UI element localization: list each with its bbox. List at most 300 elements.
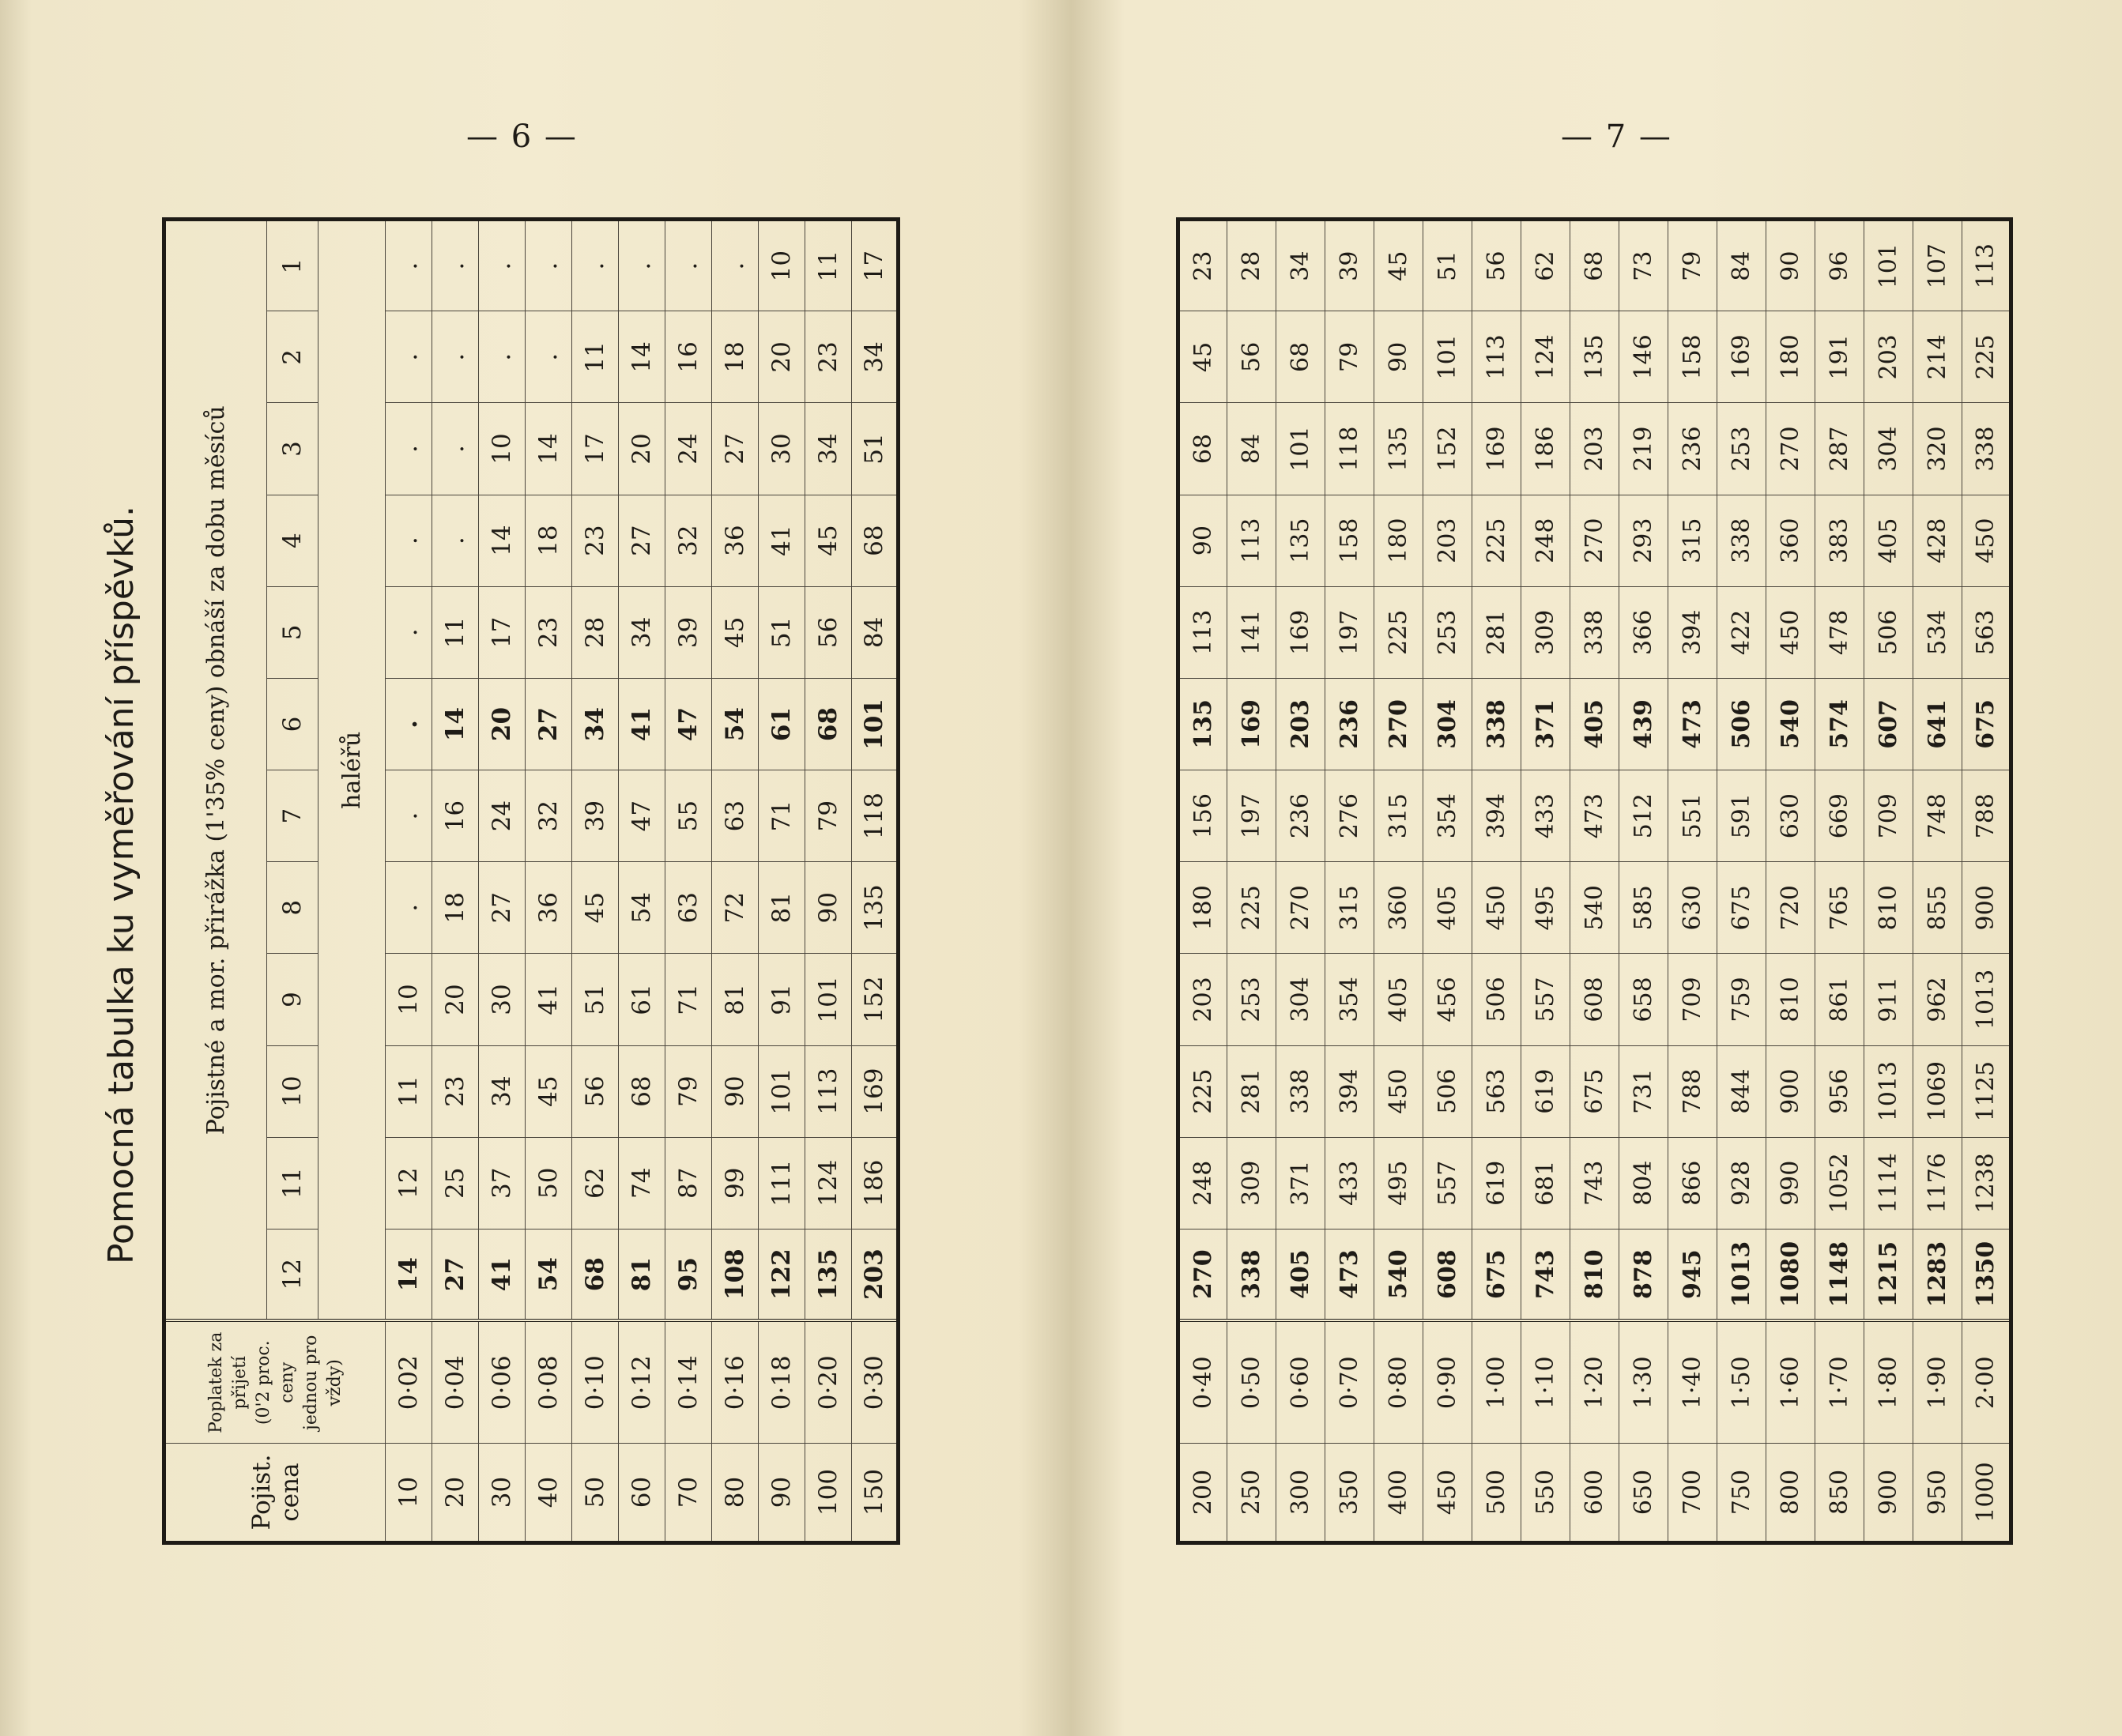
month-value-cell: 281	[1227, 1045, 1276, 1137]
month-value-cell: 1148	[1815, 1229, 1864, 1320]
month-value-cell: 96	[1815, 220, 1864, 311]
month-value-cell: 675	[1472, 1229, 1521, 1320]
month-value-cell: 675	[1962, 678, 2011, 770]
month-value-cell: 81	[712, 954, 759, 1045]
month-value-cell: 169	[1717, 311, 1766, 403]
table-row	[1374, 220, 1423, 1543]
header-month-cell: 12	[267, 1229, 318, 1320]
month-value-cell: 23	[805, 311, 852, 403]
month-value-cell: 16	[432, 770, 479, 862]
month-value-cell: .	[479, 311, 526, 403]
month-value-cell: 214	[1913, 311, 1962, 403]
table-row	[665, 220, 712, 1543]
header-month-cell: 6	[267, 678, 318, 770]
month-value-cell: 804	[1619, 1137, 1668, 1229]
month-value-cell: 79	[1325, 311, 1374, 403]
month-value-cell: 197	[1227, 770, 1276, 862]
month-value-cell: 371	[1276, 1137, 1325, 1229]
month-value-cell: 619	[1472, 1137, 1521, 1229]
month-value-cell: 630	[1668, 862, 1717, 954]
month-value-cell: 41	[619, 678, 665, 770]
price-cell: 750	[1717, 1444, 1766, 1543]
month-value-cell: 478	[1815, 586, 1864, 678]
month-value-cell: 709	[1668, 954, 1717, 1045]
month-value-cell: 1013	[1962, 954, 2011, 1045]
month-value-cell: 225	[1472, 495, 1521, 586]
fee-cell: 0·30	[852, 1321, 899, 1444]
table-row	[619, 220, 665, 1543]
month-value-cell: 118	[852, 770, 899, 862]
price-cell: 350	[1325, 1444, 1374, 1543]
month-value-cell: 122	[759, 1229, 805, 1320]
month-value-cell: 27	[526, 678, 572, 770]
month-value-cell: 439	[1619, 678, 1668, 770]
month-value-cell: 158	[1668, 311, 1717, 403]
month-value-cell: 45	[712, 586, 759, 678]
month-value-cell: 911	[1864, 954, 1913, 1045]
month-value-cell: 20	[619, 403, 665, 495]
month-value-cell: .	[479, 220, 526, 311]
month-value-cell: 236	[1325, 678, 1374, 770]
table-row	[1178, 220, 1227, 1543]
table-row	[1913, 220, 1962, 1543]
fee-cell: 1·20	[1570, 1321, 1619, 1444]
table-row	[1521, 220, 1570, 1543]
month-value-cell: .	[526, 311, 572, 403]
right-table-wrapper	[1176, 217, 2013, 1545]
month-value-cell: .	[712, 220, 759, 311]
price-cell: 800	[1766, 1444, 1815, 1543]
month-value-cell: 95	[665, 1229, 712, 1320]
month-value-cell: 540	[1374, 1229, 1423, 1320]
price-cell: 900	[1864, 1444, 1913, 1543]
month-value-cell: 45	[1374, 220, 1423, 311]
header-fee-line: Poplatek za přijetí	[205, 1331, 250, 1433]
price-cell: 30	[479, 1444, 526, 1543]
month-value-cell: 1283	[1913, 1229, 1962, 1320]
month-value-cell: 405	[1276, 1229, 1325, 1320]
header-fee-line: (0'2 proc. ceny	[253, 1340, 297, 1425]
fee-cell: 0·90	[1423, 1321, 1472, 1444]
month-value-cell: 45	[572, 862, 619, 954]
month-value-cell: 51	[572, 954, 619, 1045]
table-row	[1276, 220, 1325, 1543]
month-value-cell: 90	[1178, 495, 1227, 586]
month-value-cell: 788	[1962, 770, 2011, 862]
fee-cell: 0·14	[665, 1321, 712, 1444]
month-value-cell: 619	[1521, 1045, 1570, 1137]
month-value-cell: 203	[1570, 403, 1619, 495]
table-row	[572, 220, 619, 1543]
month-value-cell: .	[386, 403, 432, 495]
month-value-cell: 152	[852, 954, 899, 1045]
month-value-cell: 47	[665, 678, 712, 770]
month-value-cell: 41	[479, 1229, 526, 1320]
month-value-cell: 90	[805, 862, 852, 954]
table-row	[1472, 220, 1521, 1543]
month-value-cell: 928	[1717, 1137, 1766, 1229]
month-value-cell: 1052	[1815, 1137, 1864, 1229]
month-value-cell: 720	[1766, 862, 1815, 954]
header-month-cell: 8	[267, 862, 318, 954]
month-value-cell: 608	[1570, 954, 1619, 1045]
price-cell: 450	[1423, 1444, 1472, 1543]
month-value-cell: 45	[1178, 311, 1227, 403]
table-row	[759, 220, 805, 1543]
month-value-cell: 27	[619, 495, 665, 586]
month-value-cell: 16	[665, 311, 712, 403]
month-value-cell: 186	[1521, 403, 1570, 495]
price-cell: 950	[1913, 1444, 1962, 1543]
month-value-cell: 225	[1374, 586, 1423, 678]
month-value-cell: .	[386, 586, 432, 678]
month-value-cell: 51	[759, 586, 805, 678]
month-value-cell: 900	[1766, 1045, 1815, 1137]
fee-cell: 0·50	[1227, 1321, 1276, 1444]
table-row	[1325, 220, 1374, 1543]
month-value-cell: 17	[479, 586, 526, 678]
month-value-cell: 113	[805, 1045, 852, 1137]
month-value-cell: 28	[1227, 220, 1276, 311]
month-value-cell: 681	[1521, 1137, 1570, 1229]
month-value-cell: 107	[1913, 220, 1962, 311]
month-value-cell: 990	[1766, 1137, 1815, 1229]
month-value-cell: 39	[1325, 220, 1374, 311]
month-value-cell: 68	[852, 495, 899, 586]
month-value-cell: 450	[1962, 495, 2011, 586]
month-value-cell: 23	[1178, 220, 1227, 311]
price-cell: 650	[1619, 1444, 1668, 1543]
month-value-cell: 68	[805, 678, 852, 770]
month-value-cell: 27	[479, 862, 526, 954]
month-value-cell: 1013	[1717, 1229, 1766, 1320]
month-value-cell: 54	[526, 1229, 572, 1320]
month-value-cell: 61	[619, 954, 665, 1045]
month-value-cell: 765	[1815, 862, 1864, 954]
month-value-cell: 641	[1913, 678, 1962, 770]
month-value-cell: 354	[1325, 954, 1374, 1045]
month-value-cell: .	[386, 862, 432, 954]
month-value-cell: 141	[1227, 586, 1276, 678]
fee-cell: 1·00	[1472, 1321, 1521, 1444]
month-value-cell: 360	[1374, 862, 1423, 954]
fee-cell: 1·80	[1864, 1321, 1913, 1444]
table-row	[386, 220, 432, 1543]
month-value-cell: 113	[1962, 220, 2011, 311]
month-value-cell: 551	[1668, 770, 1717, 862]
month-value-cell: 81	[619, 1229, 665, 1320]
fee-cell: 0·20	[805, 1321, 852, 1444]
month-value-cell: 900	[1962, 862, 2011, 954]
fee-cell: 1·50	[1717, 1321, 1766, 1444]
month-value-cell: 108	[712, 1229, 759, 1320]
month-value-cell: 56	[1227, 311, 1276, 403]
month-value-cell: 810	[1864, 862, 1913, 954]
month-value-cell: 320	[1913, 403, 1962, 495]
price-cell: 150	[852, 1444, 899, 1543]
month-value-cell: 101	[759, 1045, 805, 1137]
month-value-cell: 90	[1766, 220, 1815, 311]
price-cell: 700	[1668, 1444, 1717, 1543]
month-value-cell: 10	[479, 403, 526, 495]
month-value-cell: 68	[1178, 403, 1227, 495]
month-value-cell: 473	[1570, 770, 1619, 862]
month-value-cell: 37	[479, 1137, 526, 1229]
month-value-cell: 11	[572, 311, 619, 403]
month-value-cell: 563	[1962, 586, 2011, 678]
month-value-cell: 135	[1570, 311, 1619, 403]
month-value-cell: 270	[1178, 1229, 1227, 1320]
month-value-cell: 309	[1227, 1137, 1276, 1229]
price-cell: 600	[1570, 1444, 1619, 1543]
table-row	[432, 220, 479, 1543]
month-value-cell: 72	[712, 862, 759, 954]
month-value-cell: 225	[1962, 311, 2011, 403]
month-value-cell: 1080	[1766, 1229, 1815, 1320]
table-row	[712, 220, 759, 1543]
month-value-cell: 608	[1423, 1229, 1472, 1320]
month-value-cell: 23	[572, 495, 619, 586]
month-value-cell: 50	[526, 1137, 572, 1229]
month-value-cell: 17	[852, 220, 899, 311]
month-value-cell: 84	[1717, 220, 1766, 311]
month-value-cell: .	[386, 220, 432, 311]
month-value-cell: 12	[386, 1137, 432, 1229]
header-month-cell: 5	[267, 586, 318, 678]
month-value-cell: 135	[1374, 403, 1423, 495]
price-cell: 20	[432, 1444, 479, 1543]
month-value-cell: 34	[572, 678, 619, 770]
month-value-cell: 30	[759, 403, 805, 495]
left-table-wrapper	[162, 217, 900, 1545]
month-value-cell: 18	[432, 862, 479, 954]
fee-cell: 1·10	[1521, 1321, 1570, 1444]
month-value-cell: 79	[1668, 220, 1717, 311]
month-value-cell: 32	[526, 770, 572, 862]
month-value-cell: 68	[572, 1229, 619, 1320]
month-value-cell: 135	[852, 862, 899, 954]
month-value-cell: 405	[1423, 862, 1472, 954]
month-value-cell: 68	[619, 1045, 665, 1137]
month-value-cell: 11	[386, 1045, 432, 1137]
month-value-cell: 456	[1423, 954, 1472, 1045]
price-cell: 80	[712, 1444, 759, 1543]
month-value-cell: 810	[1570, 1229, 1619, 1320]
fee-cell: 0·16	[712, 1321, 759, 1444]
month-value-cell: 156	[1178, 770, 1227, 862]
month-value-cell: 956	[1815, 1045, 1864, 1137]
month-value-cell: 124	[1521, 311, 1570, 403]
month-value-cell: 180	[1178, 862, 1227, 954]
month-value-cell: 47	[619, 770, 665, 862]
month-value-cell: 20	[432, 954, 479, 1045]
month-value-cell: 788	[1668, 1045, 1717, 1137]
month-value-cell: 405	[1570, 678, 1619, 770]
price-cell: 550	[1521, 1444, 1570, 1543]
price-cell: 850	[1815, 1444, 1864, 1543]
month-value-cell: 84	[1227, 403, 1276, 495]
month-value-cell: 101	[852, 678, 899, 770]
fee-cell: 1·70	[1815, 1321, 1864, 1444]
month-value-cell: 84	[852, 586, 899, 678]
header-months: Pojistné a mor. přirážka (1'35% ceny) obnáší za dobu měsíců	[164, 220, 267, 1321]
month-value-cell: 360	[1766, 495, 1815, 586]
month-value-cell: 20	[479, 678, 526, 770]
fee-cell: 0·10	[572, 1321, 619, 1444]
month-value-cell: 111	[759, 1137, 805, 1229]
month-value-cell: 180	[1374, 495, 1423, 586]
fee-cell: 1·60	[1766, 1321, 1815, 1444]
table-row	[852, 220, 899, 1543]
month-value-cell: 506	[1717, 678, 1766, 770]
month-value-cell: 540	[1570, 862, 1619, 954]
month-value-cell: 855	[1913, 862, 1962, 954]
month-value-cell: 248	[1521, 495, 1570, 586]
month-value-cell: 405	[1374, 954, 1423, 1045]
month-value-cell: 236	[1668, 403, 1717, 495]
month-value-cell: 506	[1472, 954, 1521, 1045]
table-row	[805, 220, 852, 1543]
month-value-cell: 39	[665, 586, 712, 678]
fee-cell: 1·90	[1913, 1321, 1962, 1444]
month-value-cell: 152	[1423, 403, 1472, 495]
price-cell: 400	[1374, 1444, 1423, 1543]
month-value-cell: 101	[1864, 220, 1913, 311]
table-row	[1864, 220, 1913, 1543]
month-value-cell: 36	[526, 862, 572, 954]
month-value-cell: 338	[1227, 1229, 1276, 1320]
month-value-cell: 607	[1864, 678, 1913, 770]
month-value-cell: 675	[1717, 862, 1766, 954]
month-value-cell: 338	[1472, 678, 1521, 770]
month-value-cell: 203	[1276, 678, 1325, 770]
month-value-cell: 51	[852, 403, 899, 495]
month-value-cell: 495	[1374, 1137, 1423, 1229]
price-cell: 40	[526, 1444, 572, 1543]
month-value-cell: 748	[1913, 770, 1962, 862]
month-value-cell: 658	[1619, 954, 1668, 1045]
month-value-cell: 41	[526, 954, 572, 1045]
month-value-cell: 315	[1668, 495, 1717, 586]
month-value-cell: 56	[805, 586, 852, 678]
month-value-cell: 34	[852, 311, 899, 403]
month-value-cell: 68	[1276, 311, 1325, 403]
month-value-cell: 45	[526, 1045, 572, 1137]
price-cell: 60	[619, 1444, 665, 1543]
price-cell: 300	[1276, 1444, 1325, 1543]
month-value-cell: 669	[1815, 770, 1864, 862]
month-value-cell: 24	[665, 403, 712, 495]
fee-cell: 0·60	[1276, 1321, 1325, 1444]
month-value-cell: .	[432, 220, 479, 311]
month-value-cell: 10	[759, 220, 805, 311]
month-value-cell: 191	[1815, 311, 1864, 403]
month-value-cell: 945	[1668, 1229, 1717, 1320]
month-value-cell: 34	[1276, 220, 1325, 311]
month-value-cell: 14	[526, 403, 572, 495]
month-value-cell: 169	[1227, 678, 1276, 770]
header-price: Pojist. cena	[164, 1444, 386, 1543]
month-value-cell: 118	[1325, 403, 1374, 495]
left-table	[162, 217, 900, 1545]
month-value-cell: 41	[759, 495, 805, 586]
month-value-cell: 810	[1766, 954, 1815, 1045]
month-value-cell: 225	[1178, 1045, 1227, 1137]
month-value-cell: 270	[1766, 403, 1815, 495]
month-value-cell: 276	[1325, 770, 1374, 862]
month-value-cell: 11	[432, 586, 479, 678]
month-value-cell: .	[432, 311, 479, 403]
month-value-cell: 34	[479, 1045, 526, 1137]
month-value-cell: 1069	[1913, 1045, 1962, 1137]
month-value-cell: 405	[1864, 495, 1913, 586]
month-value-cell: .	[572, 220, 619, 311]
month-value-cell: 197	[1325, 586, 1374, 678]
month-value-cell: 169	[1472, 403, 1521, 495]
month-value-cell: 203	[1864, 311, 1913, 403]
month-value-cell: 338	[1570, 586, 1619, 678]
month-value-cell: 14	[479, 495, 526, 586]
month-value-cell: 338	[1962, 403, 2011, 495]
month-value-cell: 113	[1472, 311, 1521, 403]
month-value-cell: 506	[1864, 586, 1913, 678]
right-table	[1176, 217, 2013, 1545]
table-row	[1962, 220, 2011, 1543]
month-value-cell: 63	[665, 862, 712, 954]
month-value-cell: 56	[1472, 220, 1521, 311]
month-value-cell: 101	[1276, 403, 1325, 495]
table-title: Pomocná tabulka ku vyměřování příspěvků.	[101, 506, 141, 1264]
month-value-cell: 1215	[1864, 1229, 1913, 1320]
month-value-cell: 433	[1521, 770, 1570, 862]
table-row	[1815, 220, 1864, 1543]
month-value-cell: 394	[1472, 770, 1521, 862]
month-value-cell: 51	[1423, 220, 1472, 311]
price-cell: 1000	[1962, 1444, 2011, 1543]
month-value-cell: 113	[1178, 586, 1227, 678]
table-row	[1423, 220, 1472, 1543]
month-value-cell: 25	[432, 1137, 479, 1229]
month-value-cell: 219	[1619, 403, 1668, 495]
month-value-cell: 180	[1766, 311, 1815, 403]
month-value-cell: 62	[1521, 220, 1570, 311]
month-value-cell: 743	[1521, 1229, 1570, 1320]
month-value-cell: 101	[1423, 311, 1472, 403]
month-value-cell: 146	[1619, 311, 1668, 403]
month-value-cell: 557	[1423, 1137, 1472, 1229]
price-cell: 10	[386, 1444, 432, 1543]
month-value-cell: 45	[805, 495, 852, 586]
month-value-cell: 18	[526, 495, 572, 586]
month-value-cell: 225	[1227, 862, 1276, 954]
month-value-cell: 20	[759, 311, 805, 403]
month-value-cell: 338	[1276, 1045, 1325, 1137]
month-value-cell: 473	[1668, 678, 1717, 770]
month-value-cell: 962	[1913, 954, 1962, 1045]
header-unit: haléřů	[318, 220, 386, 1321]
header-fee-line: jednou pro vždy)	[300, 1335, 345, 1430]
month-value-cell: 731	[1619, 1045, 1668, 1137]
month-value-cell: 61	[759, 678, 805, 770]
month-value-cell: 450	[1374, 1045, 1423, 1137]
month-value-cell: 309	[1521, 586, 1570, 678]
month-value-cell: 24	[479, 770, 526, 862]
month-value-cell: .	[665, 220, 712, 311]
month-value-cell: 394	[1325, 1045, 1374, 1137]
month-value-cell: 253	[1717, 403, 1766, 495]
month-value-cell: 11	[805, 220, 852, 311]
month-value-cell: 293	[1619, 495, 1668, 586]
